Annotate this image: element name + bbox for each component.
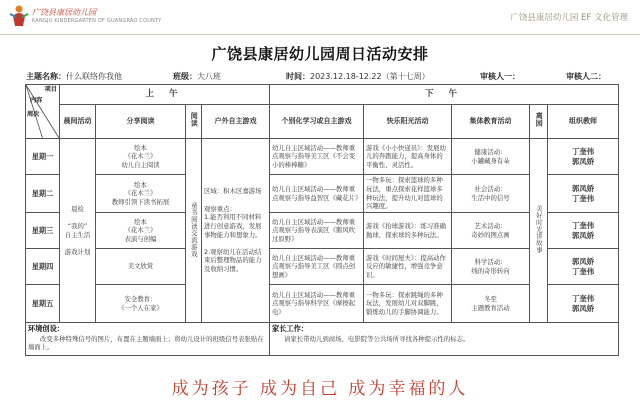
read-cell-text: 童书阅读交流游戏 [189,201,198,257]
reading-cell: 绘本 《花木兰》 教师引领下读书拓展 [96,175,186,213]
read-cell [186,139,202,323]
outdoor-cell: 区域：积木区嘉游场 观察重点： 1.能否利用不同材料进行创意游戏，发展事物能力和想象力。 2.观察幼儿在活动结束后整理物品的能力及收纳习惯。 [202,139,270,323]
kindergarten-logo [8,4,162,30]
page-header [0,0,640,36]
read-header [186,105,202,139]
logo-text: 广饶县康居幼儿园 [32,8,96,17]
leave-header [530,105,548,139]
morning-activity-header: 晨间活动 [60,105,96,139]
reading-cell: 绘本 《花木兰》 表演与创编 [96,213,186,249]
leave-header-text: 离园 [535,112,544,128]
teachers-header: 组织教师 [548,105,619,139]
reading-cell: 安全教育： 《一个人在家》 [96,285,186,323]
time-label: 时间： [286,72,310,81]
header-divider [0,34,640,35]
environment-cell [26,323,270,356]
reading-header: 分享阅读 [96,105,186,139]
class-meta [173,71,221,82]
collective-cell: 科学活动： 线的奇形转向 [452,249,530,285]
reviewer2-meta [566,71,606,82]
individual-header: 个别化学习或自主游戏 [270,105,364,139]
corner-header-cell [26,85,60,139]
pm-header: 下 午 [270,85,619,105]
reading-cell: 绘本 《花木兰》 幼儿自主阅读 [96,139,186,175]
schedule-table [25,84,619,356]
sunshine-cell: 一物多玩：探索篮球的多种玩法，重点探索花样篮球多种玩法，提升幼儿对篮球的兴趣度。 [364,175,452,213]
individual-cell: 幼儿自主区域活动——教师重点观察与指导益智区《藏花片》 [270,175,364,213]
collective-header: 集体教育活动 [452,105,530,139]
reviewer2-label: 审核人二： [566,72,606,81]
teachers-cell: 丁奎伟 郭凤娇 [548,285,619,323]
family-work-title: 家长工作： [272,324,308,333]
reading-cell: 美文欣赏 [96,249,186,285]
class-label: 班级： [173,72,197,81]
corner-week-label: 周次 [27,111,40,118]
corner-content-label: 内容 [30,97,43,104]
morning-activity-cell: 晨检 “我的” 自主生活 游戏计划 [60,139,96,323]
teachers-cell: 丁奎伟 郭凤娇 [548,213,619,249]
day-monday: 星期一 [26,139,60,175]
family-work-text: 请家长带幼儿到商场、电影院等公共场所寻找各种提示性的标志。 [284,334,470,343]
sunshine-header: 快乐阳光活动 [364,105,452,139]
theme-label: 主题名称： [26,72,66,81]
sunshine-cell: 游戏《时间屋夫》：提高动作反应的敏捷性，增强竞争意识。 [364,249,452,285]
sunshine-cell: 一物多玩：探索跳绳的多种玩法，发展幼儿对双脚跳，锻炼幼儿的手脚协调能力。 [364,285,452,323]
day-friday: 星期五 [26,285,60,323]
time-value: 2023.12.18-12.22（第十七周） [310,72,430,81]
individual-cell: 幼儿自主区域活动——教师重点观察与指导美工区《圆点创想画》 [270,249,364,285]
theme-value: 什么联络你我他 [66,72,122,81]
individual-cell: 幼儿自主区域活动——教师重点观察与指导美工区《不会变小的棒棒糖》 [270,139,364,175]
environment-text: 改变多种特殊信号的图片，布置在主题墙面上；将幼儿设计的班级信号表张贴在墙面上。 [28,334,264,352]
individual-cell: 幼儿自主区域活动——教师重点观察与指导表演区《鹅风吹过原野》 [270,213,364,249]
reviewer1-meta [480,71,520,82]
leave-cell-text: 美好时光讲故事 [534,205,543,254]
day-thursday: 星期四 [26,249,60,285]
teachers-cell: 郭凤娇 丁奎伟 [548,249,619,285]
class-value: 大八班 [197,72,221,81]
table-row [26,139,619,175]
family-work-cell [270,323,619,356]
day-wednesday: 星期三 [26,213,60,249]
am-header: 上 午 [60,85,270,105]
teachers-cell: 丁奎伟 郭凤娇 [548,139,619,175]
theme-meta [26,71,122,82]
sunshine-cell: 游戏《抬球游戏》：练习准确抛球，探索球的多种玩法。 [364,213,452,249]
child-logo-icon [8,4,30,28]
reviewer1-label: 审核人一： [480,72,520,81]
sunshine-cell: 游戏《小小快递员》：发展幼儿的奔跑能力，提高身体的平衡性、灵活性。 [364,139,452,175]
collective-cell: 健康活动： 小罐藏身有朵 [452,139,530,175]
collective-cell: 社会活动： 生活中的信号 [452,175,530,213]
day-tuesday: 星期二 [26,175,60,213]
collective-cell: 艺术活动： 奇妙的图点画 [452,213,530,249]
slogan: 成为孩子 成为自己 成为幸福的人 [171,379,469,399]
outdoor-header: 户外自主游戏 [202,105,270,139]
corner-project-label: 项目 [44,86,57,93]
read-header-text: 阅读 [190,112,199,128]
notes-row [26,323,619,356]
collective-cell: 冬至 主题教育活动 [452,285,530,323]
org-title: 广饶县康居幼儿园 EF 文化管理 [510,13,628,23]
logo-subtext: KANGJU KINDERGARTEN OF GUANGRAO COUNTY [32,18,162,24]
time-meta [286,71,430,82]
environment-title: 环境创设： [28,324,64,333]
leave-cell [530,139,548,323]
page-title: 广饶县康居幼儿园周日活动安排 [211,45,429,63]
individual-cell: 幼儿自主区域活动——教师重点观察与指导科学区《摩擦起电》 [270,285,364,323]
teachers-cell: 郭凤娇 丁奎伟 [548,175,619,213]
